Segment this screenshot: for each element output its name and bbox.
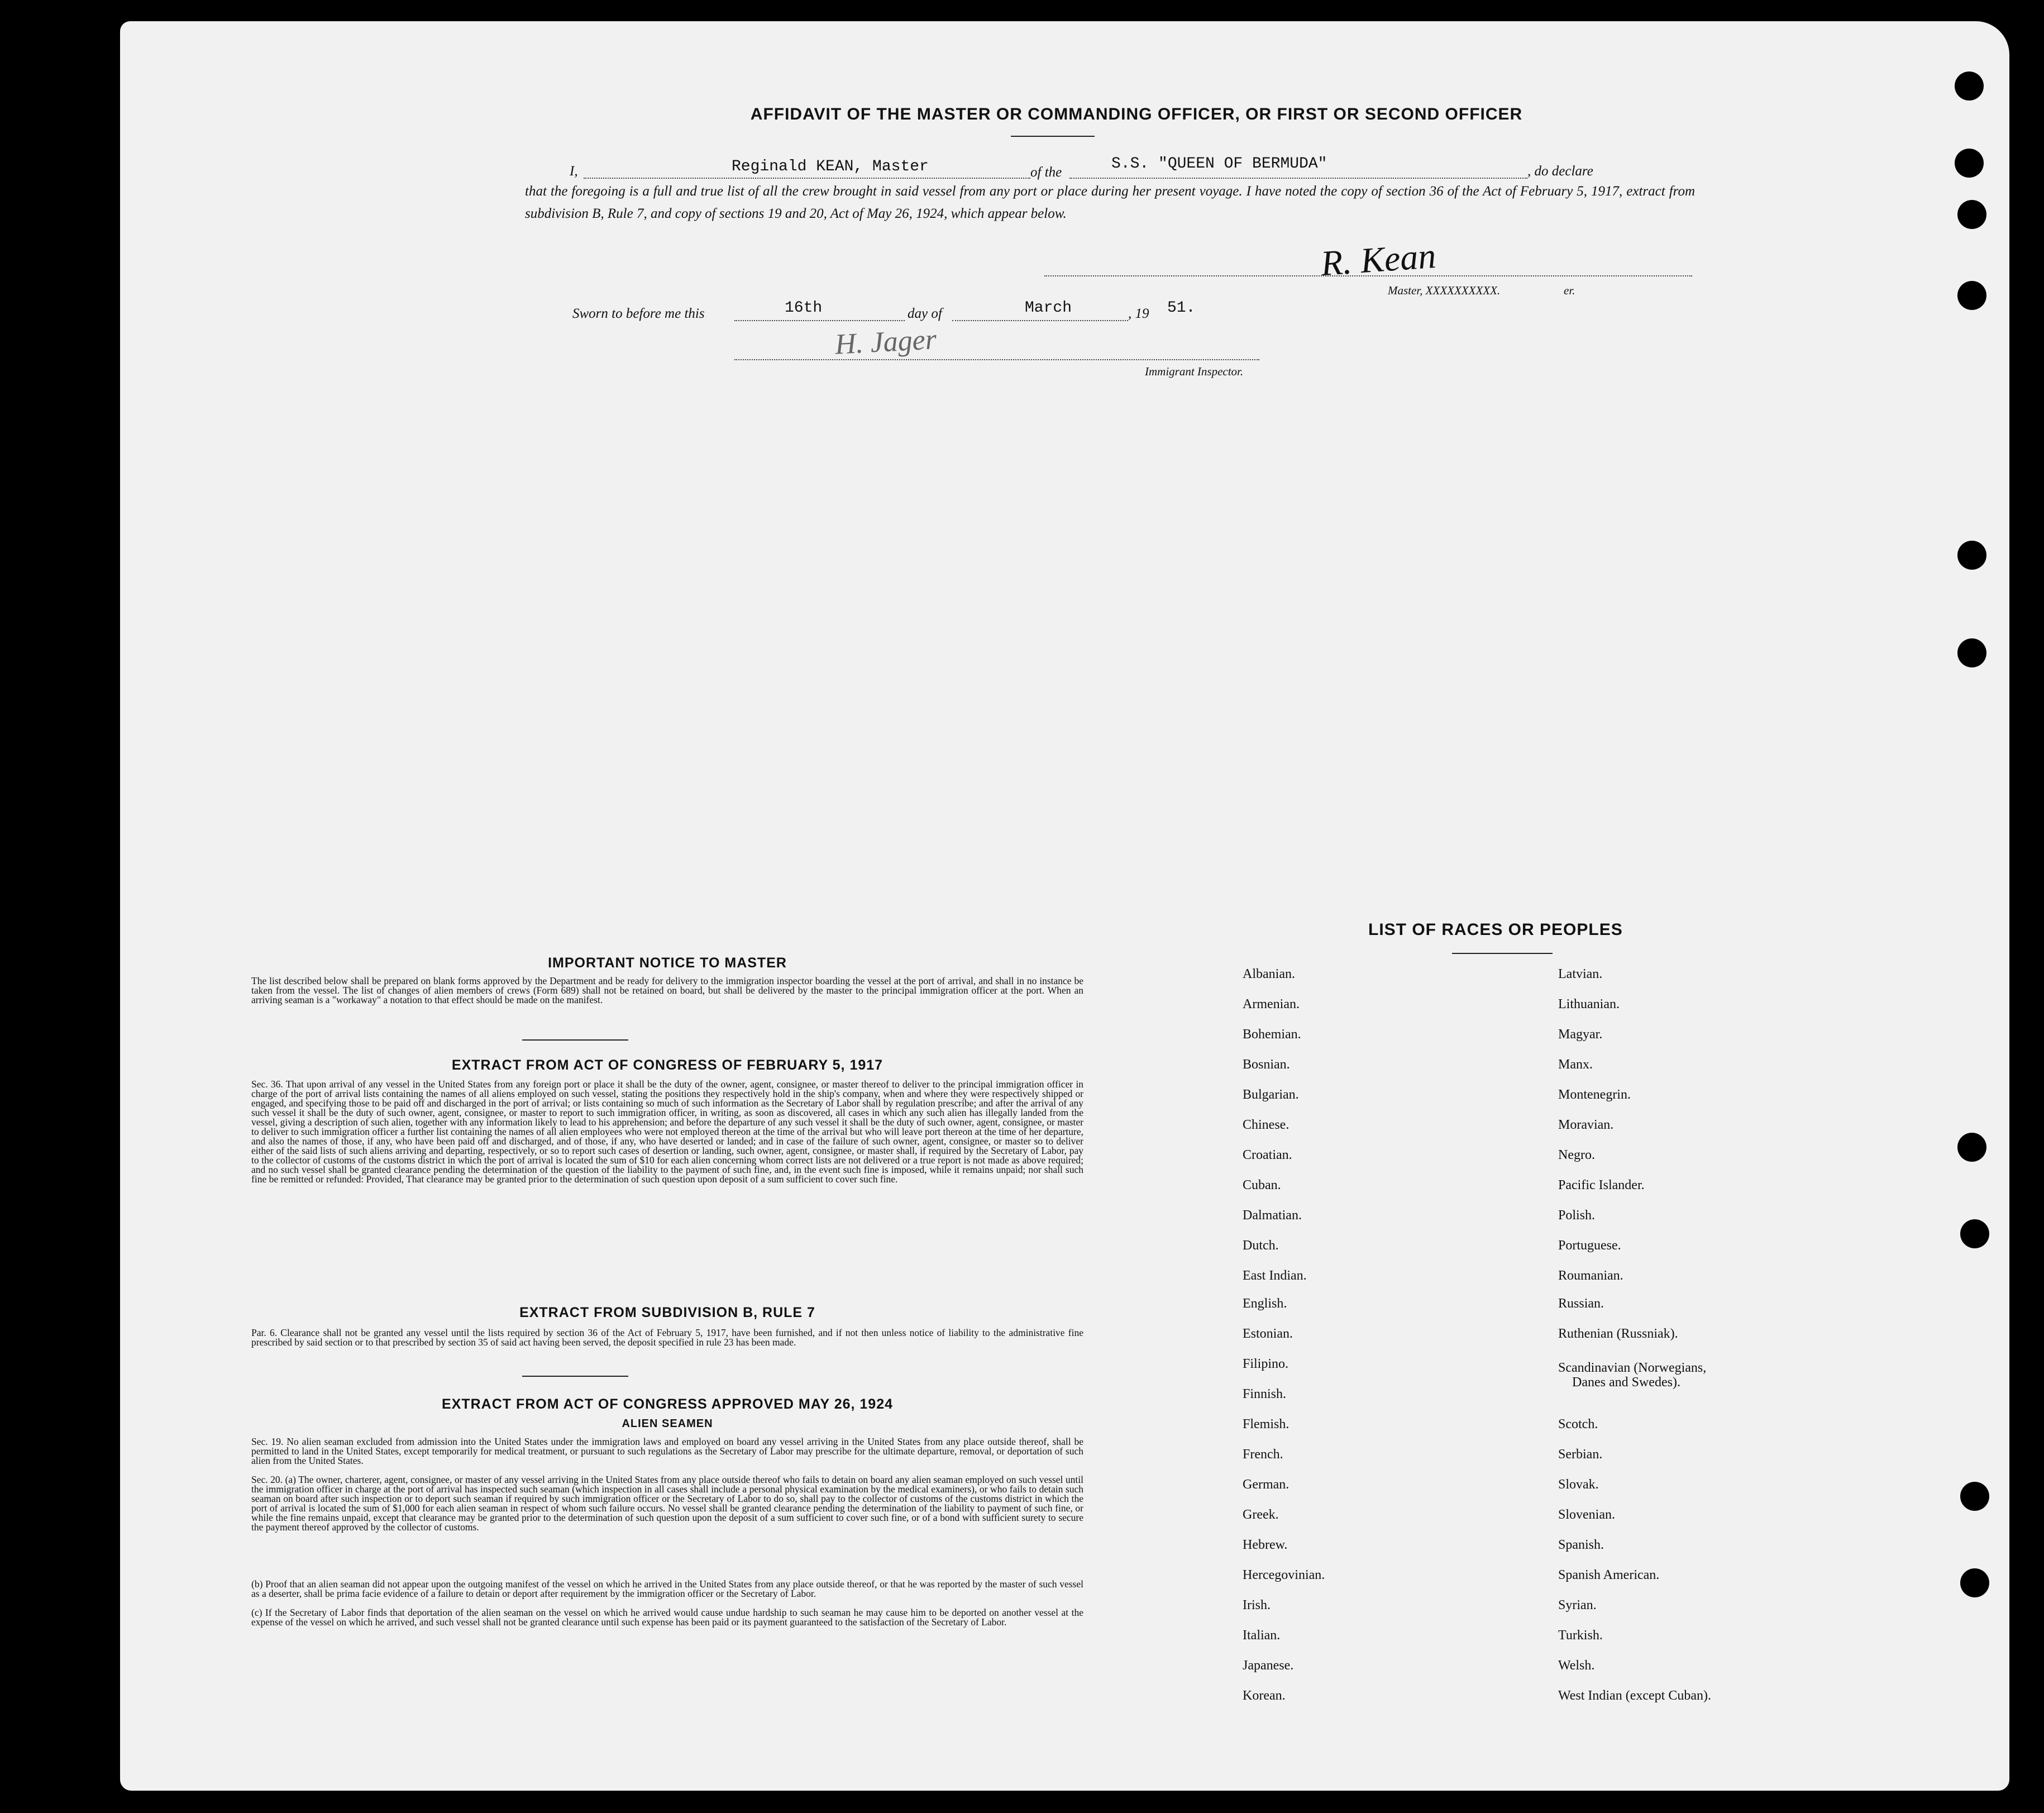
punch-hole-4 <box>1957 281 1986 310</box>
race-right-3: Magyar. <box>1558 1027 1603 1042</box>
race-right-2: Lithuanian. <box>1558 997 1620 1012</box>
punch-hole-8 <box>1960 1219 1989 1248</box>
race-left-15: Finnish. <box>1243 1387 1287 1401</box>
affidavit-title-rule <box>1011 136 1095 137</box>
race-left-10: Dutch. <box>1243 1238 1279 1253</box>
punch-hole-3 <box>1957 200 1986 229</box>
race-left-3: Bohemian. <box>1243 1027 1301 1042</box>
race-right-14-cont: Danes and Swedes). <box>1572 1375 1680 1390</box>
race-left-21: Hercegovinian. <box>1243 1568 1325 1582</box>
inspector-signature: H. Jager <box>834 323 938 361</box>
race-left-17: French. <box>1243 1447 1283 1462</box>
sworn-label: Sworn to before me this <box>572 306 705 321</box>
race-left-18: German. <box>1243 1477 1290 1492</box>
race-right-16: Serbian. <box>1558 1447 1603 1462</box>
affidavit-title: AFFIDAVIT OF THE MASTER OR COMMANDING OFFICER, OR FIRST OR SECOND OFFICER <box>750 105 1523 123</box>
sworn-year: 51. <box>1167 299 1196 317</box>
extract-1917-title: EXTRACT FROM ACT OF CONGRESS OF FEBRUARY 5, 1917 <box>451 1057 883 1073</box>
notice-text: The list described below shall be prepared on blank forms approved by the Department and be ready for delivery to the immigration inspector boarding the vessel at the port of arrival, and shall in no instance be taken from the vessel. The list of changes of alien members of crews (Form 689) shall not be retained on board, but shall be delivered by the master to the principal immigration officer at the port. When an arriving seaman is a "workaway" a notation to that effect should be made on the manifest. <box>251 975 1083 1005</box>
sec19-text: Sec. 19. No alien seaman excluded from admission into the United States under the immigration laws and employed on board any vessel arriving in the United States from any place outside thereof, shall be permitted to land in the United States, except temporarily for medical treatment, or pursuant to such regulations as the Secretary of Labor may prescribe for the ultimate departure, removal, or deportation of such alien from the United States. <box>251 1436 1083 1466</box>
race-right-19: Spanish. <box>1558 1538 1604 1552</box>
punch-hole-2 <box>1955 149 1984 178</box>
day-of-label: day of <box>908 306 942 321</box>
punch-hole-5 <box>1957 541 1986 570</box>
race-right-5: Montenegrin. <box>1558 1087 1631 1102</box>
vessel-name: S.S. "QUEEN OF BERMUDA" <box>1111 155 1327 173</box>
race-right-9: Polish. <box>1558 1208 1596 1223</box>
sworn-month: March <box>1025 299 1072 317</box>
rule7-text: Par. 6. Clearance shall not be granted any vessel until the lists required by section 36 of the Act of February 5, 1917, have been furnished, and if not then unless notice of liability to the administrative fine prescribed by said section or to that prescribed by section 35 of said act having been served, the deposit specified in rule 23 has been made. <box>251 1327 1083 1348</box>
extract-1924-title: EXTRACT FROM ACT OF CONGRESS APPROVED MAY 26, 1924 <box>441 1396 894 1412</box>
day-line <box>734 320 905 321</box>
sec20a-text: Sec. 20. (a) The owner, charterer, agent, consignee, or master of any vessel arriving in the United States from any place outside thereof who fails to detain on board any alien seaman employed on such vessel until the immigration officer in charge at the port of arrival has inspected such seaman (which inspection in all cases shall include a personal physical examination by the medical examiners), or who fails to detain such seaman on board after such inspection or to deport such seaman if required by such immigration officer or the Secretary of Labor to do so, shall pay to the collector of customs of the customs district in which the port of arrival is located the sum of $1,000 for each alien seaman in respect of whom such failure occurs. No vessel shall be granted clearance pending the determination of the liability to payment of such fine, or while the fine remains unpaid, except that clearance may be granted prior to the determination of such question upon the deposit of a sum sufficient to cover such fine, or of a bond with sufficient surety to secure the payment thereof approved by the collector of customs. <box>251 1474 1083 1533</box>
race-left-23: Italian. <box>1243 1628 1281 1643</box>
affidavit-do-declare-label: , do declare <box>1527 164 1593 179</box>
race-left-11: East Indian. <box>1243 1268 1307 1283</box>
sworn-day: 16th <box>785 299 823 317</box>
race-left-7: Croatian. <box>1243 1148 1292 1162</box>
sec20c-text: (c) If the Secretary of Labor finds that deportation of the alien seaman on the vessel on which he arrived would cause undue hardship to such seaman he may cause him to be deported on another vessel at the expense of the vessel on which he arrived, and such vessel shall not be granted clearance until such expense has been paid or its payment guaranteed to the satisfaction of the Secretary of Labor. <box>251 1607 1083 1628</box>
race-right-1: Latvian. <box>1558 967 1603 981</box>
master-caption-end: er. <box>1564 284 1575 297</box>
race-left-1: Albanian. <box>1243 967 1295 981</box>
master-name: Reginald KEAN, Master <box>732 158 929 175</box>
affidavit-of-the-label: of the <box>1030 165 1062 180</box>
race-left-2: Armenian. <box>1243 997 1300 1012</box>
inspector-signature-line <box>734 359 1259 360</box>
race-left-8: Cuban. <box>1243 1178 1281 1192</box>
master-caption: Master, XXXXXXXXXX. <box>1388 284 1501 297</box>
affidavit-body: that the foregoing is a full and true list of all the crew brought in said vessel from any port or place during her present voyage. I have noted the copy of section 36 of the Act of February 5, 1917, extract from subdivision B, Rule 7, and copy of sections 19 and 20, Act of May 26, 1924, which appear below. <box>525 184 1695 221</box>
race-left-20: Hebrew. <box>1243 1538 1288 1552</box>
race-right-6: Moravian. <box>1558 1118 1614 1132</box>
race-right-17: Slovak. <box>1558 1477 1599 1492</box>
race-right-15: Scotch. <box>1558 1417 1598 1432</box>
race-right-13: Ruthenian (Russniak). <box>1558 1327 1678 1341</box>
sec20b-text: (b) Proof that an alien seaman did not appear upon the outgoing manifest of the vessel on which he arrived in the United States from any place outside thereof, or that he was reported by the master of such vessel as a deserter, shall be prima facie evidence of a failure to detain or deport after requirement by the immigration officer or the Secretary of Labor. <box>251 1578 1083 1599</box>
month-line <box>952 320 1128 321</box>
race-left-25: Korean. <box>1243 1688 1286 1703</box>
notice-rule <box>522 1039 628 1041</box>
race-left-6: Chinese. <box>1243 1118 1290 1132</box>
extract-1917-text: Sec. 36. That upon arrival of any vessel in the United States from any foreign port or place it shall be the duty of the owner, agent, consignee, or master thereof to deliver to the principal immigration officer in charge of the port of arrival lists containing the names of all aliens employed on such vessel, stating the positions they respectively hold in the ship's company, when and where they were respectively shipped or engaged, and specifying those to be paid off and discharged in the port of arrival; or lists containing so much of such information as the Secretary of Labor shall by regulation prescribe; and after the arrival of any such vessel it shall be the duty of such owner, agent, consignee, or master to report to such immigration officer, in writing, as soon as discovered, all cases in which any such alien has illegally landed from the vessel, giving a description of such alien, together with any information likely to lead to his apprehension; and before the departure of any such vessel it shall be the duty of such owner, agent, consignee, or master to deliver to such immigration officer a further list containing the names of all alien employees who were not employed thereon at the time of the arrival but who will leave port thereon at the time of her departure, and also the names of those, if any, who have been paid off and discharged, and of those, if any, who have deserted or landed; and in case of the failure of such owner, agent, consignee, or master so to deliver either of the said lists of such aliens arriving and departing, respectively, or so to report such cases of desertion or landing, such owner, agent, consignee, or master shall, if required by the Secretary of Labor, pay to the collector of customs of the customs district in which the port of arrival is located the sum of $10 for each alien concerning whom correct lists are not delivered or a true report is not made as above required; and no such vessel shall be granted clearance pending the determination of the question of the liability to the payment of such fine, and, in the event such fine is imposed, while it remains unpaid; nor shall such fine be remitted or refunded: Provided, That clearance may be granted prior to the determination of such question upon deposit of a sum sufficient to cover such fine. <box>251 1079 1083 1185</box>
race-right-7: Negro. <box>1558 1148 1595 1162</box>
punch-hole-9 <box>1960 1482 1989 1511</box>
race-left-22: Irish. <box>1243 1598 1271 1612</box>
race-right-24: West Indian (except Cuban). <box>1558 1688 1711 1703</box>
race-left-24: Japanese. <box>1243 1658 1294 1673</box>
notice-title: IMPORTANT NOTICE TO MASTER <box>548 955 787 971</box>
race-left-5: Bulgarian. <box>1243 1087 1299 1102</box>
race-right-4: Manx. <box>1558 1057 1593 1072</box>
race-left-16: Flemish. <box>1243 1417 1290 1432</box>
race-right-20: Spanish American. <box>1558 1568 1660 1582</box>
document-page <box>120 21 2009 1791</box>
race-left-12: English. <box>1243 1296 1287 1311</box>
punch-hole-7 <box>1957 1133 1986 1162</box>
race-left-9: Dalmatian. <box>1243 1208 1302 1223</box>
race-right-23: Welsh. <box>1558 1658 1595 1673</box>
race-left-14: Filipino. <box>1243 1357 1289 1371</box>
race-right-21: Syrian. <box>1558 1598 1597 1612</box>
punch-hole-10 <box>1960 1568 1989 1597</box>
name-line <box>584 178 1030 179</box>
inspector-caption: Immigrant Inspector. <box>1145 365 1244 378</box>
race-left-13: Estonian. <box>1243 1327 1293 1341</box>
races-title-rule <box>1452 953 1553 954</box>
race-right-18: Slovenian. <box>1558 1507 1615 1522</box>
race-left-4: Bosnian. <box>1243 1057 1290 1072</box>
race-right-11: Roumanian. <box>1558 1268 1623 1283</box>
race-right-22: Turkish. <box>1558 1628 1603 1643</box>
year-prefix: , 19 <box>1128 306 1149 321</box>
vessel-line <box>1069 178 1527 179</box>
races-title: LIST OF RACES OR PEOPLES <box>1368 920 1623 939</box>
rule7-title: EXTRACT FROM SUBDIVISION B, RULE 7 <box>519 1305 815 1320</box>
race-left-19: Greek. <box>1243 1507 1279 1522</box>
extract-1924-subtitle: ALIEN SEAMEN <box>622 1418 713 1430</box>
race-right-10: Portuguese. <box>1558 1238 1621 1253</box>
race-right-14: Scandinavian (Norwegians, <box>1558 1361 1707 1375</box>
rule7-rule <box>522 1376 628 1377</box>
race-right-12: Russian. <box>1558 1296 1604 1311</box>
affidavit-i-label: I, <box>570 164 578 179</box>
race-right-8: Pacific Islander. <box>1558 1178 1645 1192</box>
punch-hole-1 <box>1955 71 1984 101</box>
punch-hole-6 <box>1957 638 1986 667</box>
master-signature: R. Kean <box>1319 235 1438 284</box>
